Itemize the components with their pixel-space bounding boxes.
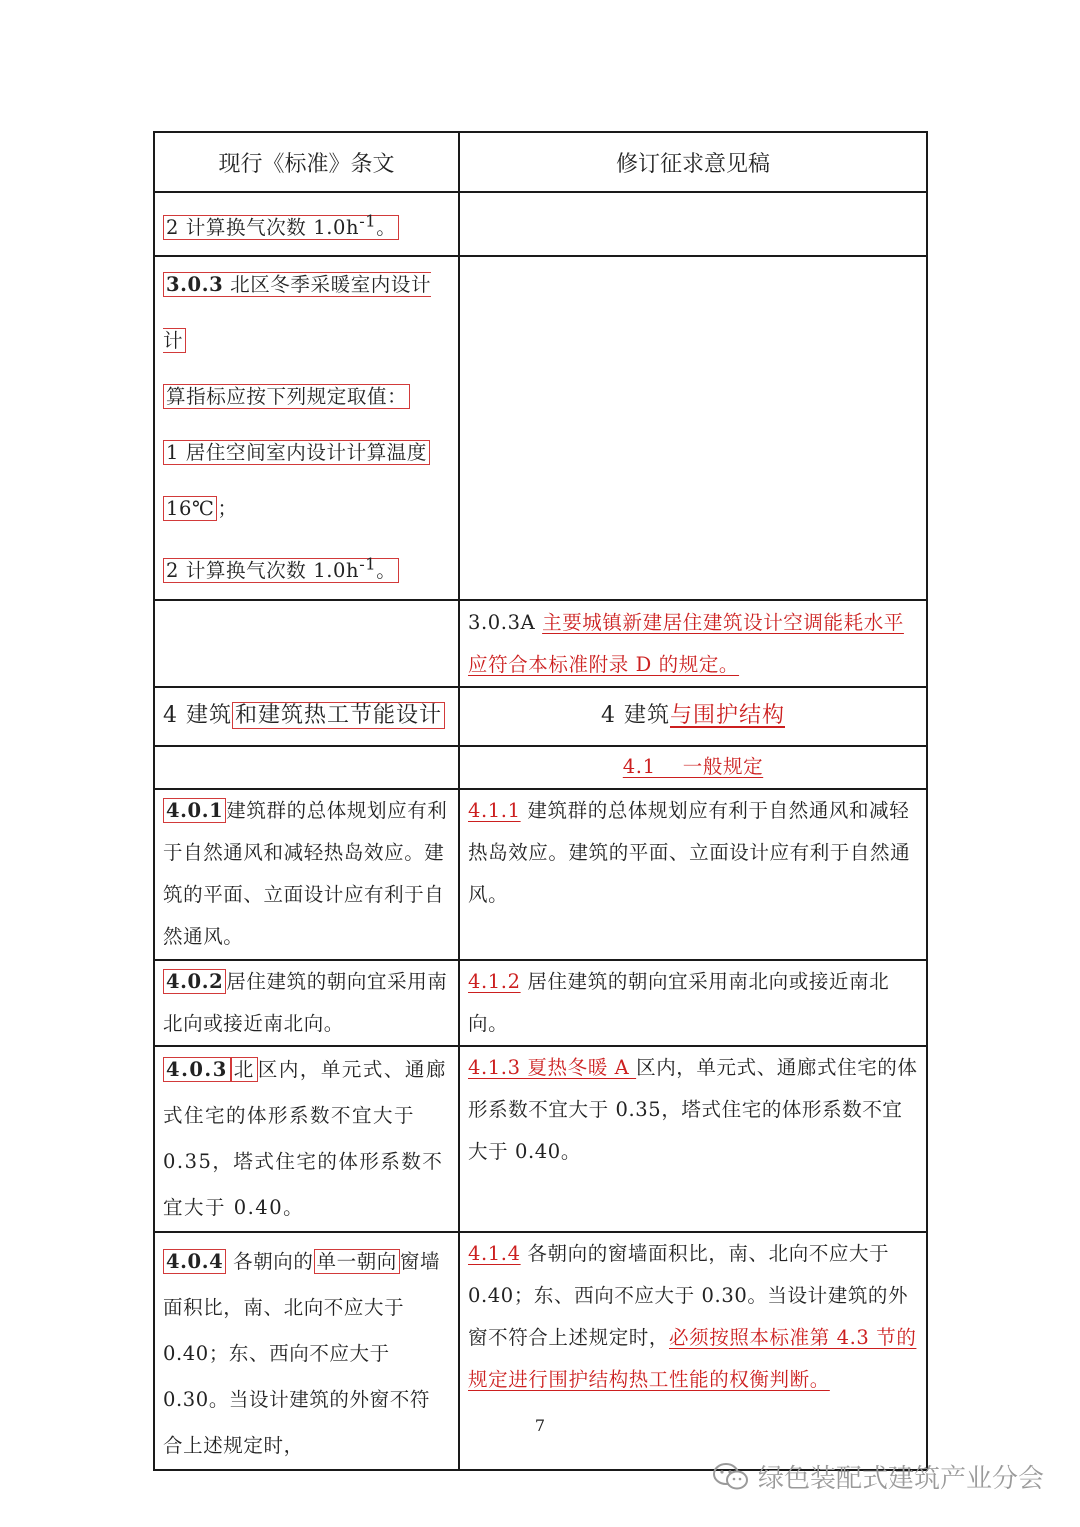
text: ； (217, 496, 238, 520)
table-row (154, 789, 927, 960)
cell-left-empty (154, 600, 459, 687)
text: 区内，单元式、通廊式住宅的体形系数不宜大于 0.35，塔式住宅的体形系数不宜大于 0.40。 (468, 1056, 918, 1163)
wechat-icon (712, 1462, 750, 1492)
text: 。 (376, 215, 397, 239)
cell-right (459, 960, 927, 1046)
text: 2 计算换气次数 1.0h (166, 559, 360, 582)
added-text: 主要城镇新建居住建筑设计空调能耗水平应符合本标准附录 D 的规定。 (468, 611, 904, 676)
cell-left (154, 687, 459, 746)
highlight-box (163, 211, 399, 240)
clause-number: 3.0.3 (166, 272, 224, 296)
cell-right (459, 789, 927, 960)
table-row (154, 256, 927, 601)
comparison-table (153, 131, 928, 1471)
cell-right (459, 687, 927, 746)
highlight-box: 和建筑热工节能设计 (232, 702, 445, 729)
highlight-box (163, 554, 399, 583)
table-row (154, 600, 927, 687)
text: 居住建筑的朝向宜采用南北向或接近南北向。 (468, 970, 890, 1035)
highlight-box: 北 (231, 1057, 258, 1082)
highlight-box: 单一朝向 (314, 1249, 400, 1274)
clause-number: 4.1.2 (468, 970, 521, 993)
cell-right (459, 600, 927, 687)
text: 居住建筑的朝向宜采用南北向或接近南北向。 (163, 970, 448, 1035)
table-row (154, 960, 927, 1046)
text: 建筑群的总体规划应有利于自然通风和减轻热岛效应。建筑的平面、立面设计应有利于自然通风。 (468, 799, 911, 906)
table-row (154, 192, 927, 256)
clause-number: 4.0.3 (163, 1057, 231, 1082)
cell-left (154, 789, 459, 960)
superscript: -1 (359, 211, 377, 230)
highlight-box: 算指标应按下列规定取值： (163, 384, 410, 409)
highlight-box (163, 272, 431, 353)
cell-right-empty (459, 192, 927, 256)
text: 区内，单元式、通廊式住宅的体形系数不宜大于 0.35，塔式住宅的体形系数不宜大于 0.40。 (163, 1058, 447, 1219)
cell-right (459, 746, 927, 789)
clause-number: 4.0.4 (163, 1249, 226, 1274)
text: 4 建筑 (600, 703, 670, 728)
cell-left-empty (154, 746, 459, 789)
superscript: -1 (359, 554, 377, 574)
header-row (154, 132, 927, 192)
text: 2 计算换气次数 1.0h (166, 215, 360, 239)
added-text: 必须按照本标准第 4.3 节的规定进行围护结构热工性能的权衡判断。 (468, 1326, 917, 1391)
cell-left (154, 1046, 459, 1232)
clause-number: 3.0.3A (468, 611, 543, 634)
added-text: 4.1.3 夏热冬暖 A (468, 1056, 637, 1079)
watermark (712, 1458, 1044, 1495)
cell-right (459, 1046, 927, 1232)
highlight-box: 1 居住空间室内设计计算温度 (163, 440, 430, 465)
table-row (154, 746, 927, 789)
cell-right-empty (459, 256, 927, 601)
clause-number: 4.1.1 (468, 799, 521, 822)
cell-left (154, 960, 459, 1046)
header-revision-draft: 修订征求意见稿 (459, 132, 927, 192)
cell-left (154, 256, 459, 601)
clause-number: 4.0.2 (163, 969, 226, 994)
text: 。 (376, 559, 397, 582)
table-row (154, 1046, 927, 1232)
text: 各朝向的窗墙面积比，南、北向不应大于 0.40；东、西向不应大于 0.30。当设计建筑的外窗不符合上述规定时， (468, 1242, 909, 1349)
text: 北区冬季采暖室内设计计 (163, 272, 432, 352)
cell-left (154, 192, 459, 256)
highlight-box: 16℃ (163, 496, 217, 521)
text: 窗墙面积比，南、北向不应大于 0.40；东、西向不应大于 0.30。当设计建筑的外窗不符合上述规定时， (163, 1250, 441, 1457)
table-row (154, 687, 927, 746)
clause-number: 4.0.1 (163, 798, 226, 823)
clause-number: 4.1.4 (468, 1242, 521, 1265)
text: 4 建筑 (163, 703, 232, 728)
header-current-standard: 现行《标准》条文 (154, 132, 459, 192)
page-number: 7 (534, 1416, 546, 1435)
text: 建筑群的总体规划应有利于自然通风和减轻热岛效应。建筑的平面、立面设计应有利于自然通风。 (163, 799, 448, 948)
watermark-text: 绿色装配式建筑产业分会 (757, 1464, 1044, 1494)
text: 各朝向的 (226, 1250, 314, 1273)
added-text: 与围护结构 (669, 703, 785, 728)
section-heading: 4.1 一般规定 (622, 755, 764, 778)
